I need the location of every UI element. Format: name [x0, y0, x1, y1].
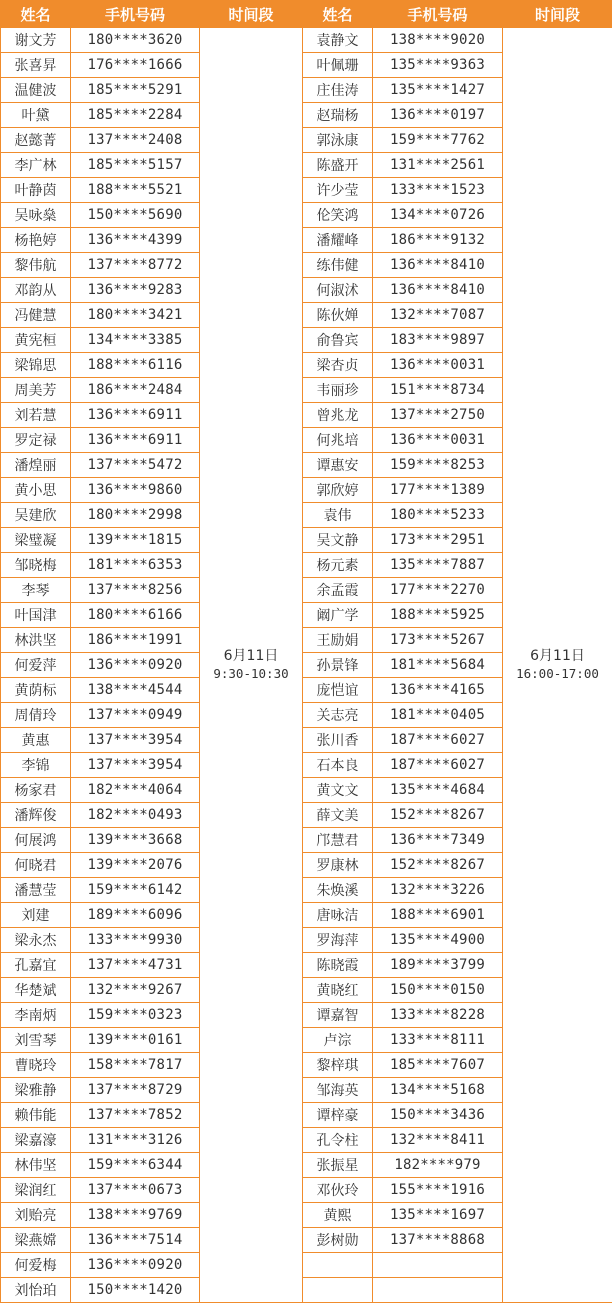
time-range: 9:30-10:30 — [200, 665, 302, 682]
right-name-cell: 梁杏贞 — [303, 353, 373, 378]
right-phone-cell: 136****0197 — [373, 103, 503, 128]
left-phone-cell: 181****6353 — [71, 553, 200, 578]
left-name-cell: 孔嘉宜 — [1, 953, 71, 978]
left-name-cell: 梁燕嫦 — [1, 1228, 71, 1253]
left-phone-cell: 180****6166 — [71, 603, 200, 628]
right-time-cell — [503, 28, 612, 1303]
left-name-cell: 罗定禄 — [1, 428, 71, 453]
right-phone-cell: 136****0031 — [373, 428, 503, 453]
right-phone-cell: 136****8410 — [373, 278, 503, 303]
right-phone-cell: 173****2951 — [373, 528, 503, 553]
right-phone-cell: 173****5267 — [373, 628, 503, 653]
right-name-cell: 许少莹 — [303, 178, 373, 203]
right-phone-cell — [373, 1278, 503, 1303]
left-name-cell: 刘雪琴 — [1, 1028, 71, 1053]
left-phone-cell: 150****1420 — [71, 1278, 200, 1303]
left-phone-cell: 176****1666 — [71, 53, 200, 78]
left-phone-cell: 133****9930 — [71, 928, 200, 953]
left-phone-cell: 180****3620 — [71, 28, 200, 53]
left-name-cell: 黄惠 — [1, 728, 71, 753]
left-name-cell: 黄小思 — [1, 478, 71, 503]
right-phone-cell: 136****7349 — [373, 828, 503, 853]
left-name-cell: 梁嘉濠 — [1, 1128, 71, 1153]
left-phone-cell: 136****9283 — [71, 278, 200, 303]
left-phone-cell: 182****0493 — [71, 803, 200, 828]
header-row — [1, 1, 612, 28]
left-name-cell: 梁雅静 — [1, 1078, 71, 1103]
left-phone-cell: 136****6911 — [71, 428, 200, 453]
right-name-cell: 邝慧君 — [303, 828, 373, 853]
left-name-cell: 周倩玲 — [1, 703, 71, 728]
left-phone-cell: 139****0161 — [71, 1028, 200, 1053]
right-name-cell: 朱焕溪 — [303, 878, 373, 903]
left-name-cell: 黄宪桓 — [1, 328, 71, 353]
left-name-cell: 李南炳 — [1, 1003, 71, 1028]
header-time-right: 时间段 — [503, 1, 612, 28]
right-name-cell: 袁静文 — [303, 28, 373, 53]
right-name-cell: 郭泳康 — [303, 128, 373, 153]
right-phone-cell: 177****2270 — [373, 578, 503, 603]
left-phone-cell: 136****7514 — [71, 1228, 200, 1253]
right-phone-cell: 188****6901 — [373, 903, 503, 928]
header-phone-right: 手机号码 — [373, 1, 503, 28]
right-name-cell: 孔令柱 — [303, 1128, 373, 1153]
left-name-cell: 潘慧莹 — [1, 878, 71, 903]
left-name-cell: 冯健慧 — [1, 303, 71, 328]
left-phone-cell: 180****3421 — [71, 303, 200, 328]
left-name-cell: 刘若慧 — [1, 403, 71, 428]
right-name-cell: 邹海英 — [303, 1078, 373, 1103]
left-name-cell: 刘怡珀 — [1, 1278, 71, 1303]
left-phone-cell: 137****0673 — [71, 1178, 200, 1203]
left-phone-cell: 137****8729 — [71, 1078, 200, 1103]
right-name-cell: 谭惠安 — [303, 453, 373, 478]
left-name-cell: 梁璧凝 — [1, 528, 71, 553]
header-name-left: 姓名 — [1, 1, 71, 28]
left-phone-cell: 136****6911 — [71, 403, 200, 428]
left-name-cell: 张喜昇 — [1, 53, 71, 78]
right-phone-cell: 137****2750 — [373, 403, 503, 428]
left-name-cell: 邹晓梅 — [1, 553, 71, 578]
left-phone-cell: 137****0949 — [71, 703, 200, 728]
left-name-cell: 赖伟能 — [1, 1103, 71, 1128]
left-name-cell: 李琴 — [1, 578, 71, 603]
right-phone-cell: 151****8734 — [373, 378, 503, 403]
right-name-cell — [303, 1278, 373, 1303]
right-name-cell: 罗康林 — [303, 853, 373, 878]
right-name-cell: 郭欣婷 — [303, 478, 373, 503]
left-phone-cell: 139****1815 — [71, 528, 200, 553]
left-phone-cell: 137****7852 — [71, 1103, 200, 1128]
right-phone-cell: 133****8228 — [373, 1003, 503, 1028]
right-name-cell: 庞恺谊 — [303, 678, 373, 703]
right-name-cell: 薛文美 — [303, 803, 373, 828]
header-phone-left: 手机号码 — [71, 1, 200, 28]
left-name-cell: 梁润红 — [1, 1178, 71, 1203]
right-name-cell: 谭嘉智 — [303, 1003, 373, 1028]
time-date: 6月11日 — [503, 648, 612, 665]
left-name-cell: 李锦 — [1, 753, 71, 778]
left-phone-cell: 188****6116 — [71, 353, 200, 378]
left-name-cell: 林伟坚 — [1, 1153, 71, 1178]
right-phone-cell: 132****8411 — [373, 1128, 503, 1153]
left-name-cell: 叶静茵 — [1, 178, 71, 203]
left-phone-cell: 136****9860 — [71, 478, 200, 503]
right-phone-cell: 136****0031 — [373, 353, 503, 378]
right-name-cell: 阚广学 — [303, 603, 373, 628]
right-phone-cell: 182****979 — [373, 1153, 503, 1178]
right-phone-cell: 150****3436 — [373, 1103, 503, 1128]
left-name-cell: 杨艳婷 — [1, 228, 71, 253]
right-phone-cell: 135****1697 — [373, 1203, 503, 1228]
left-name-cell: 刘贻亮 — [1, 1203, 71, 1228]
left-name-cell: 潘煌丽 — [1, 453, 71, 478]
left-phone-cell: 136****0920 — [71, 653, 200, 678]
left-name-cell: 温健波 — [1, 78, 71, 103]
left-name-cell: 林洪坚 — [1, 628, 71, 653]
left-phone-cell: 185****2284 — [71, 103, 200, 128]
right-name-cell: 练伟健 — [303, 253, 373, 278]
right-phone-cell: 152****8267 — [373, 803, 503, 828]
right-name-cell: 黄文文 — [303, 778, 373, 803]
left-phone-cell: 185****5291 — [71, 78, 200, 103]
right-name-cell: 孙景锋 — [303, 653, 373, 678]
right-phone-cell: 155****1916 — [373, 1178, 503, 1203]
left-name-cell: 黄荫标 — [1, 678, 71, 703]
left-phone-cell: 137****4731 — [71, 953, 200, 978]
right-phone-cell: 135****4900 — [373, 928, 503, 953]
right-phone-cell: 185****7607 — [373, 1053, 503, 1078]
right-name-cell: 叶佩珊 — [303, 53, 373, 78]
right-phone-cell: 138****9020 — [373, 28, 503, 53]
left-phone-cell: 137****8772 — [71, 253, 200, 278]
right-name-cell: 罗海萍 — [303, 928, 373, 953]
left-name-cell: 何展鸿 — [1, 828, 71, 853]
right-phone-cell: 189****3799 — [373, 953, 503, 978]
left-time-cell — [200, 28, 303, 1303]
left-phone-cell: 139****3668 — [71, 828, 200, 853]
left-phone-cell: 180****2998 — [71, 503, 200, 528]
left-name-cell: 叶黛 — [1, 103, 71, 128]
left-phone-cell: 136****0920 — [71, 1253, 200, 1278]
right-phone-cell: 135****1427 — [373, 78, 503, 103]
left-phone-cell: 137****8256 — [71, 578, 200, 603]
right-phone-cell: 188****5925 — [373, 603, 503, 628]
left-name-cell: 周美芳 — [1, 378, 71, 403]
left-phone-cell: 159****6344 — [71, 1153, 200, 1178]
right-name-cell: 余孟霞 — [303, 578, 373, 603]
right-name-cell — [303, 1253, 373, 1278]
left-phone-cell: 138****4544 — [71, 678, 200, 703]
left-name-cell: 黎伟航 — [1, 253, 71, 278]
right-phone-cell: 136****8410 — [373, 253, 503, 278]
right-name-cell: 黄晓红 — [303, 978, 373, 1003]
right-name-cell: 卢淙 — [303, 1028, 373, 1053]
left-phone-cell: 186****2484 — [71, 378, 200, 403]
header-time-left: 时间段 — [200, 1, 303, 28]
right-name-cell: 张川香 — [303, 728, 373, 753]
right-phone-cell: 159****7762 — [373, 128, 503, 153]
left-name-cell: 吴建欣 — [1, 503, 71, 528]
right-name-cell: 张振星 — [303, 1153, 373, 1178]
left-phone-cell: 132****9267 — [71, 978, 200, 1003]
right-name-cell: 陈晓霞 — [303, 953, 373, 978]
left-phone-cell: 186****1991 — [71, 628, 200, 653]
right-phone-cell: 159****8253 — [373, 453, 503, 478]
left-phone-cell: 137****5472 — [71, 453, 200, 478]
left-name-cell: 邓韵从 — [1, 278, 71, 303]
right-name-cell: 赵瑞杨 — [303, 103, 373, 128]
time-date: 6月11日 — [200, 648, 302, 665]
table-body — [1, 28, 612, 1303]
right-name-cell: 黄熙 — [303, 1203, 373, 1228]
right-phone-cell: 132****7087 — [373, 303, 503, 328]
right-phone-cell: 150****0150 — [373, 978, 503, 1003]
left-phone-cell: 185****5157 — [71, 153, 200, 178]
time-range: 16:00-17:00 — [503, 665, 612, 682]
left-phone-cell: 134****3385 — [71, 328, 200, 353]
right-name-cell: 俞鲁宾 — [303, 328, 373, 353]
left-name-cell: 吴咏燊 — [1, 203, 71, 228]
right-name-cell: 邓伙玲 — [303, 1178, 373, 1203]
right-name-cell: 袁伟 — [303, 503, 373, 528]
left-name-cell: 刘建 — [1, 903, 71, 928]
right-name-cell: 韦丽珍 — [303, 378, 373, 403]
right-name-cell: 何淑沭 — [303, 278, 373, 303]
left-name-cell: 梁永杰 — [1, 928, 71, 953]
left-phone-cell: 182****4064 — [71, 778, 200, 803]
right-name-cell: 石本良 — [303, 753, 373, 778]
right-name-cell: 唐咏洁 — [303, 903, 373, 928]
right-name-cell: 伦笑鸿 — [303, 203, 373, 228]
right-name-cell: 何兆培 — [303, 428, 373, 453]
left-phone-cell: 150****5690 — [71, 203, 200, 228]
right-name-cell: 潘耀峰 — [303, 228, 373, 253]
left-phone-cell: 159****0323 — [71, 1003, 200, 1028]
right-phone-cell: 131****2561 — [373, 153, 503, 178]
right-phone-cell: 135****9363 — [373, 53, 503, 78]
left-phone-cell: 131****3126 — [71, 1128, 200, 1153]
right-name-cell: 曾兆龙 — [303, 403, 373, 428]
right-phone-cell: 136****4165 — [373, 678, 503, 703]
left-name-cell: 潘辉俊 — [1, 803, 71, 828]
right-phone-cell: 187****6027 — [373, 753, 503, 778]
left-name-cell: 赵懿菁 — [1, 128, 71, 153]
left-name-cell: 曹晓玲 — [1, 1053, 71, 1078]
right-name-cell: 王励娟 — [303, 628, 373, 653]
right-name-cell: 庄佳涛 — [303, 78, 373, 103]
right-phone-cell: 152****8267 — [373, 853, 503, 878]
right-name-cell: 陈伙婵 — [303, 303, 373, 328]
left-name-cell: 杨家君 — [1, 778, 71, 803]
right-name-cell: 陈盛开 — [303, 153, 373, 178]
left-name-cell: 梁锦思 — [1, 353, 71, 378]
left-name-cell: 何晓君 — [1, 853, 71, 878]
left-phone-cell: 188****5521 — [71, 178, 200, 203]
right-phone-cell: 132****3226 — [373, 878, 503, 903]
right-phone-cell: 183****9897 — [373, 328, 503, 353]
left-phone-cell: 139****2076 — [71, 853, 200, 878]
left-phone-cell: 137****3954 — [71, 753, 200, 778]
right-phone-cell: 181****0405 — [373, 703, 503, 728]
right-phone-cell: 187****6027 — [373, 728, 503, 753]
left-name-cell: 谢文芳 — [1, 28, 71, 53]
header-name-right: 姓名 — [303, 1, 373, 28]
right-name-cell: 谭梓豪 — [303, 1103, 373, 1128]
left-name-cell: 何爱梅 — [1, 1253, 71, 1278]
left-name-cell: 何爱萍 — [1, 653, 71, 678]
left-name-cell: 华楚斌 — [1, 978, 71, 1003]
left-phone-cell: 136****4399 — [71, 228, 200, 253]
right-name-cell: 黎梓琪 — [303, 1053, 373, 1078]
left-phone-cell: 158****7817 — [71, 1053, 200, 1078]
right-phone-cell: 135****4684 — [373, 778, 503, 803]
left-phone-cell: 137****2408 — [71, 128, 200, 153]
left-phone-cell: 159****6142 — [71, 878, 200, 903]
left-phone-cell: 137****3954 — [71, 728, 200, 753]
right-phone-cell: 134****5168 — [373, 1078, 503, 1103]
right-name-cell: 吴文静 — [303, 528, 373, 553]
right-phone-cell: 181****5684 — [373, 653, 503, 678]
right-name-cell: 杨元素 — [303, 553, 373, 578]
left-phone-cell: 138****9769 — [71, 1203, 200, 1228]
right-phone-cell: 133****8111 — [373, 1028, 503, 1053]
right-phone-cell: 180****5233 — [373, 503, 503, 528]
right-name-cell: 彭树勋 — [303, 1228, 373, 1253]
right-phone-cell: 177****1389 — [373, 478, 503, 503]
left-name-cell: 叶国津 — [1, 603, 71, 628]
right-phone-cell — [373, 1253, 503, 1278]
right-phone-cell: 186****9132 — [373, 228, 503, 253]
right-name-cell: 关志亮 — [303, 703, 373, 728]
table-row — [1, 28, 612, 53]
right-phone-cell: 133****1523 — [373, 178, 503, 203]
left-name-cell: 李广林 — [1, 153, 71, 178]
right-phone-cell: 135****7887 — [373, 553, 503, 578]
left-phone-cell: 189****6096 — [71, 903, 200, 928]
right-phone-cell: 134****0726 — [373, 203, 503, 228]
right-phone-cell: 137****8868 — [373, 1228, 503, 1253]
